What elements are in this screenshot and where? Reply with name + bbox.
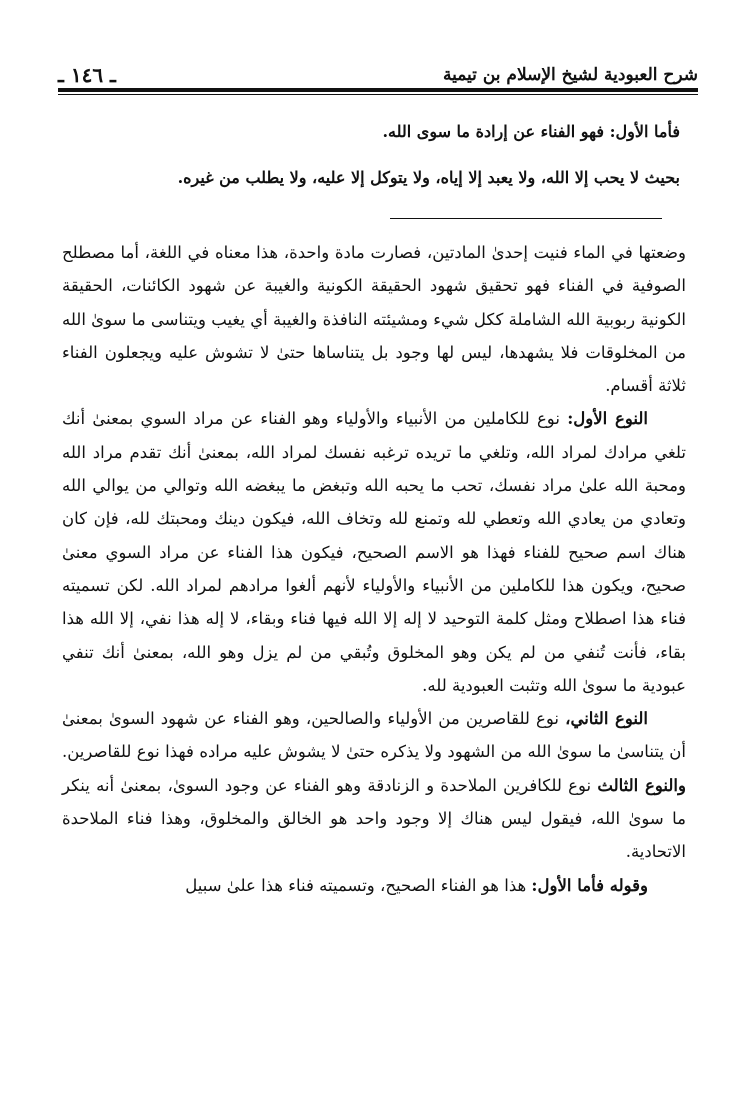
paragraph-2-lead: النوع الأول: [567,409,648,429]
paragraph-3-lead: النوع الثاني، [565,709,648,729]
paragraph-4 [62,869,686,902]
paragraph-2 [62,402,686,702]
paragraph-3-body-2: نوع للكافرين الملاحدة و الزنادقة وهو الفناء عن وجود السوىٰ، بمعنىٰ أنه ينكر ما سوىٰ الله، فيقول ليس هناك إلا وجود واحد هو الخالق والمخلوق، وهذا فناء الملاحدة الاتحادية. [62,775,686,862]
header-rule [58,88,698,92]
paragraph-4-body: هذا هو الفناء الصحيح، وتسميته فناء هذا علىٰ سبيل [185,875,532,895]
paragraph-3 [62,702,686,868]
matn-line-2: بحيث لا يحب إلا الله، ولا يعبد إلا إياه، ولا يتوكل إلا عليه، ولا يطلب من غيره. [177,168,680,187]
footnote-separator [390,218,662,219]
commentary-body [62,236,686,902]
paragraph-3-body: نوع للقاصرين من الأولياء والصالحين، وهو الفناء عن شهود السوىٰ بمعنىٰ أن يتناسىٰ ما سوىٰ الله من الشهود ولا يذكره حتىٰ لا يشوش عليه مراده فهذا نوع للقاصرين. [62,709,686,762]
paragraph-2-body: نوع للكاملين من الأنبياء والأولياء وهو الفناء عن مراد السوي بمعنىٰ أنك تلغي مرادك لمراد الله، وتلغي ما تريده ترغبه نفسك لمراد الله، بمعنىٰ أنك تقدم مراد الله ومحبة الله علىٰ مراد نفسك، تحب ما يحبه الله وتبغض ما يبغضه الله وتوالي من يوالي الله وتعادي من يعادي الله وتعطي لله وتمنع لله وتخاف الله، فيكون دينك ومحبتك لله، فإن كان هناك اسم صحيح للفناء فهذا هو الاسم الصحيح، فيكون هذا الفناء عن مراد السوي معنىٰ صحيح، ويكون هذا للكاملين من الأنبياء والأولياء لأنهم ألغوا مرادهم لمراد الله. لكن تسميته فناء هذا اصطلاح ومثل كلمة التوحيد لا إله إلا الله فيها فناء وبقاء، لا إله هذا نفي، إلا الله هذا بقاء، فأنت تُنفي من لم يكن وهو المخلوق وتُبقي من لم يزل وهو الله، بمعنىٰ أنك تنفي عبودية ما سوىٰ الله وتثبت العبودية لله. [62,409,686,695]
paragraph-3-lead-2: والنوع الثالث [597,775,686,795]
header-rule-thin [58,94,698,95]
book-title: شرح العبودية لشيخ الإسلام بن تيمية [442,65,698,85]
running-header [58,52,698,86]
page-number: ـ ١٤٦ ـ [58,63,116,87]
matn-line-1: فأما الأول: فهو الفناء عن إرادة ما سوى الله. [382,122,680,141]
paragraph-1: وضعتها في الماء فنيت إحدىٰ المادتين، فصارت مادة واحدة، هذا معناه في اللغة، أما مصطلح الصوفية في الفناء فهو تحقيق شهود الحقيقة الكونية والغيبة عن شهود الكائنات، الحقيقة الكونية ربوبية الله الشاملة ككل شيء ومشيئته النافذة والغيبة أي يغيب ويتناسى ما سوىٰ الله من المخلوقات فلا يشهدها، ليس لها وجود بل يتناساها حتىٰ لا تشوش عليه ويجعلون الفناء ثلاثة أقسام. [62,243,686,396]
paragraph-4-lead: وقوله فأما الأول: [531,875,648,895]
